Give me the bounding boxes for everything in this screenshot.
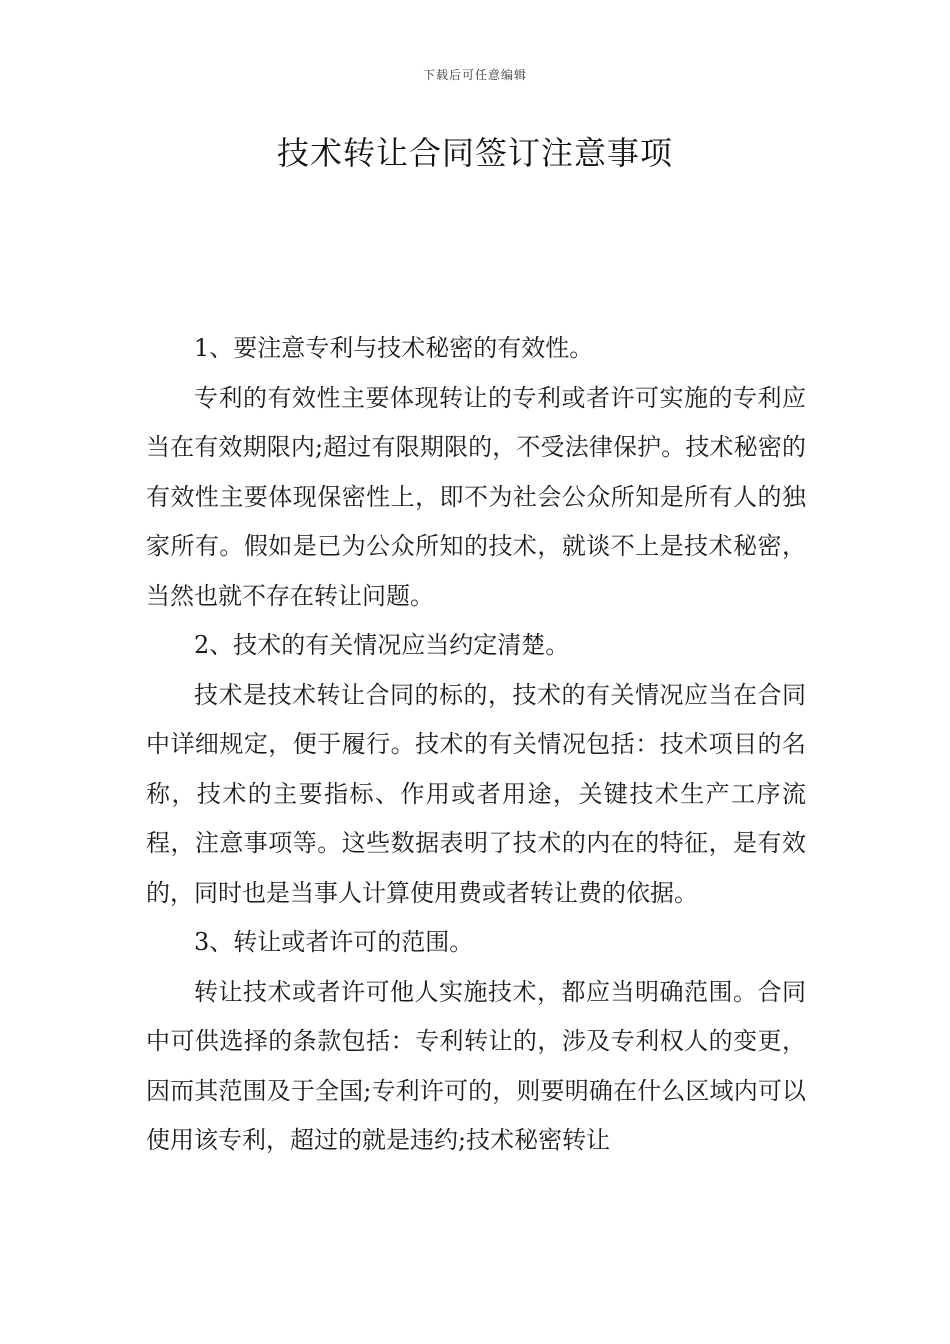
header-note: 下载后可任意编辑: [422, 68, 527, 82]
paragraph: 专利的有效性主要体现转让的专利或者许可实施的专利应当在有效期限内;超过有限期限的，不受法律保护。技术秘密的有效性主要体现保密性上，即不为社会公众所知是所有人的独家所有。假如是已为公众所知的技术，就谈不上是技术秘密，当然也就不存在转让问题。: [146, 383, 806, 610]
paragraph: 技术是技术转让合同的标的，技术的有关情况应当在合同中详细规定，便于履行。技术的有关情况包括：技术项目的名称，技术的主要指标、作用或者用途，关键技术生产工序流程，注意事项等。这些数据表明了技术的内在的特征，是有效的，同时也是当事人计算使用费或者转让费的依据。: [146, 680, 806, 907]
paragraph-heading-1: 1、要注意专利与技术秘密的有效性。: [194, 334, 594, 362]
paragraph: 转让技术或者许可他人实施技术，都应当明确范围。合同中可供选择的条款包括：专利转让的，涉及专利权人的变更，因而其范围及于全国;专利许可的，则要明确在什么区域内可以使用该专利，超过的就是违约;技术秘密转让: [146, 977, 806, 1154]
paragraph-heading-2: 2、技术的有关情况应当约定清楚。: [194, 631, 570, 659]
document-title: 技术转让合同签订注意事项: [276, 134, 673, 172]
paragraph-heading-3: 3、转让或者许可的范围。: [194, 928, 474, 956]
document-body: [146, 324, 806, 1166]
